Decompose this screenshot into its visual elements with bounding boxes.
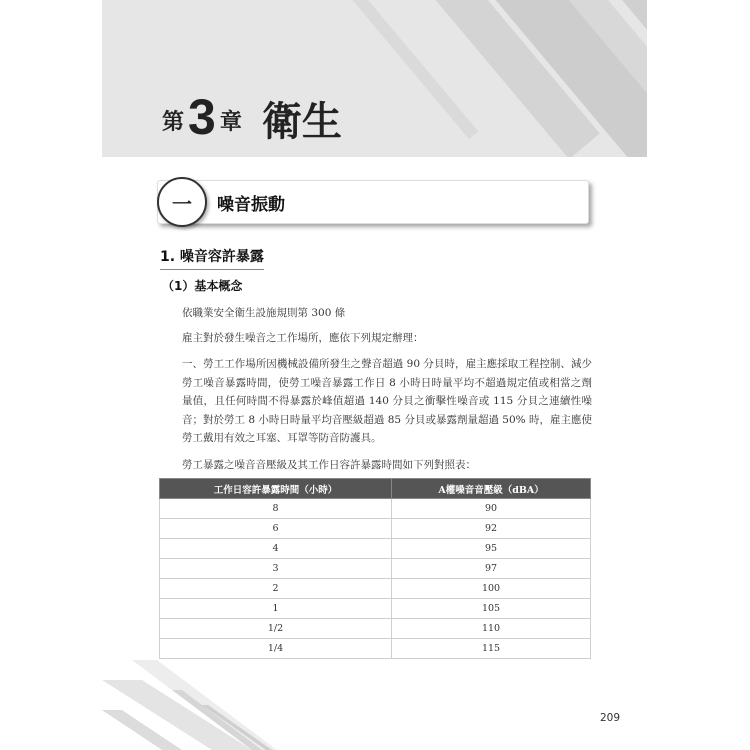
table-row <box>160 559 591 579</box>
table-header-hours: 工作日容許暴露時間（小時） <box>160 479 392 499</box>
book-page <box>102 0 647 750</box>
table-cell-dba: 100 <box>392 579 591 599</box>
chapter-prefix: 第 <box>162 110 185 135</box>
table-row <box>160 539 591 559</box>
table-header-row <box>160 479 591 499</box>
table-cell-dba: 110 <box>392 619 591 639</box>
chapter-number: 3 <box>188 89 216 145</box>
paragraph-table-intro: 勞工暴露之噪音音壓級及其工作日容許暴露時間如下列對照表： <box>182 459 476 471</box>
table-cell-hours: 3 <box>160 559 392 579</box>
table-row <box>160 579 591 599</box>
chapter-heading <box>162 89 342 145</box>
table-row <box>160 519 591 539</box>
section-marker: 一 <box>157 177 207 227</box>
paragraph-employer: 雇主對於發生噪音之工作場所，應依下列規定辦理： <box>182 332 424 344</box>
paragraph-rule-one: 一、勞工工作場所因機械設備所發生之聲音超過 90 分貝時，雇主應採取工程控制、減少勞工噪音暴露時間，使勞工噪音暴露工作日 8 小時日時量平均不超過規定值或相當之劑量值，且任何時間不得暴露於峰值超過 140 分貝之衝擊性噪音或 115 分貝之連續性噪音；對於勞工 8 小時日時量平均音壓級超過 85 分貝或暴露劑量超過 50% 時，雇主應使勞工戴用有效之耳塞、耳罩等防音防護具。 <box>182 358 592 444</box>
footer-stripes-graphic <box>102 660 362 750</box>
table-cell-dba: 105 <box>392 599 591 619</box>
table-cell-hours: 6 <box>160 519 392 539</box>
chapter-header-band <box>102 0 647 157</box>
table-cell-hours: 8 <box>160 499 392 519</box>
table-cell-dba: 115 <box>392 639 591 659</box>
table-cell-hours: 1/2 <box>160 619 392 639</box>
subsection-heading: 1. 噪音容許暴露 <box>160 246 264 270</box>
table-row <box>160 599 591 619</box>
table-cell-dba: 92 <box>392 519 591 539</box>
subsubsection-heading: （1）基本概念 <box>162 279 243 293</box>
table-cell-hours: 1/4 <box>160 639 392 659</box>
page-number: 209 <box>600 712 621 724</box>
table-cell-dba: 90 <box>392 499 591 519</box>
table-cell-dba: 97 <box>392 559 591 579</box>
table-row <box>160 619 591 639</box>
chapter-title: 衛生 <box>261 99 342 145</box>
table-row <box>160 639 591 659</box>
paragraph-regulation: 依職業安全衛生設施規則第 300 條 <box>182 307 346 319</box>
noise-exposure-table <box>159 478 591 659</box>
table-cell-hours: 4 <box>160 539 392 559</box>
table-cell-hours: 1 <box>160 599 392 619</box>
table-row <box>160 499 591 519</box>
footer-decoration <box>102 660 362 750</box>
section-title: 噪音振動 <box>217 195 285 215</box>
table-cell-hours: 2 <box>160 579 392 599</box>
table-cell-dba: 95 <box>392 539 591 559</box>
table-header-dba: A權噪音音壓級（dBA） <box>392 479 591 499</box>
chapter-suffix: 章 <box>219 110 242 135</box>
